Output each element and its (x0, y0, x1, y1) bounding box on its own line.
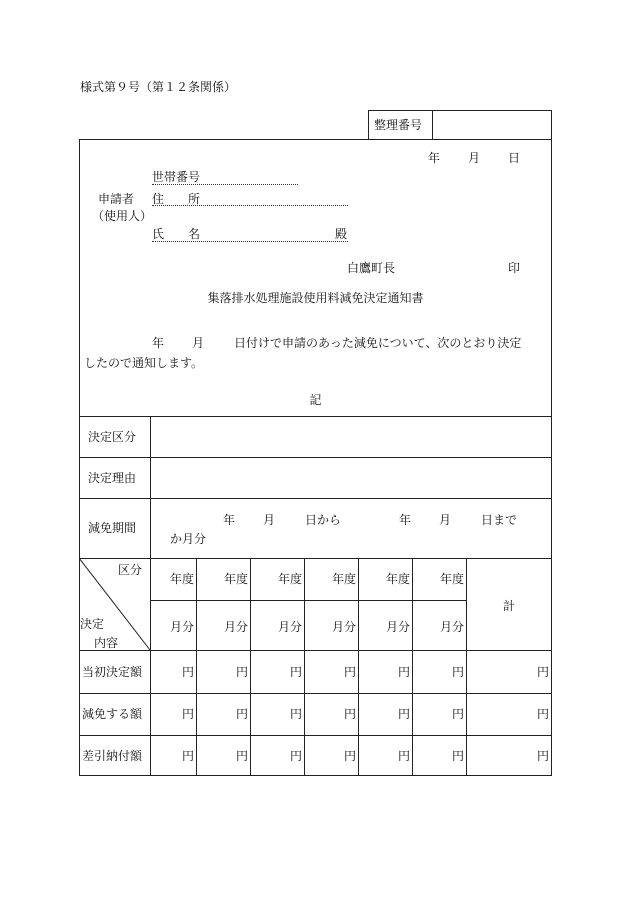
row-label-sashihiki: 差引納付額 (82, 749, 143, 763)
yen-cell[interactable]: 円 (235, 749, 248, 763)
kettei-riyu-label: 決定理由 (88, 471, 137, 485)
getsubun-cell: 月分 (331, 620, 356, 634)
body-line-1: 日付けで申請のあった減免について、次のとおり決定 (234, 336, 522, 350)
nendo-cell: 年度 (331, 572, 356, 586)
row-label-tosho: 当初決定額 (82, 665, 143, 679)
getsubun-cell: 月分 (439, 620, 464, 634)
dono-label: 殿 (335, 227, 348, 241)
yen-total-cell[interactable]: 円 (536, 749, 549, 763)
yen-cell[interactable]: 円 (451, 665, 464, 679)
kikan-month-1: 月 (263, 513, 276, 527)
yen-cell[interactable]: 円 (343, 665, 356, 679)
body-month: 月 (192, 336, 205, 350)
kikan-from: 日から (305, 513, 342, 527)
form-number: 様式第９号（第１２条関係） (80, 80, 237, 94)
yen-cell[interactable]: 円 (289, 707, 302, 721)
kikan-months: か月分 (170, 532, 207, 546)
row-label-genmen: 減免する額 (82, 707, 143, 721)
naiyo-header: 内容 (94, 636, 119, 650)
applicant-role-label: 申請者 (98, 192, 135, 206)
yen-cell[interactable]: 円 (235, 665, 248, 679)
kettei-kubun-label: 決定区分 (88, 430, 137, 444)
nendo-cell: 年度 (277, 572, 302, 586)
date-year: 年 (428, 151, 441, 165)
nendo-cell: 年度 (223, 572, 248, 586)
yen-cell[interactable]: 円 (397, 707, 410, 721)
yen-cell[interactable]: 円 (181, 749, 194, 763)
kikan-month-2: 月 (439, 513, 452, 527)
body-line-2: したので通知します。 (84, 356, 204, 370)
yen-cell[interactable]: 円 (289, 665, 302, 679)
seiri-number-label: 整理番号 (374, 118, 423, 132)
setai-label: 世帯番号 (152, 170, 201, 184)
yen-cell[interactable]: 円 (451, 707, 464, 721)
body-year: 年 (152, 336, 165, 350)
name-line[interactable] (152, 241, 348, 242)
getsubun-cell: 月分 (277, 620, 302, 634)
kubun-header: 区分 (118, 563, 143, 577)
name-label-1: 氏 (152, 227, 165, 241)
nendo-cell: 年度 (439, 572, 464, 586)
genmen-kikan-label: 減免期間 (88, 521, 137, 535)
kikan-until: 日まで (481, 513, 518, 527)
yen-total-cell[interactable]: 円 (536, 707, 549, 721)
getsubun-cell: 月分 (223, 620, 248, 634)
kettei-kubun-field[interactable] (151, 417, 551, 457)
yen-cell[interactable]: 円 (451, 749, 464, 763)
applicant-role-sub: （使用人） (92, 209, 153, 223)
yen-cell[interactable]: 円 (397, 749, 410, 763)
nendo-cell: 年度 (169, 572, 194, 586)
yen-cell[interactable]: 円 (343, 707, 356, 721)
seiri-number-field[interactable] (433, 111, 551, 139)
kikan-year-1: 年 (223, 513, 236, 527)
yen-cell[interactable]: 円 (289, 749, 302, 763)
yen-cell[interactable]: 円 (181, 665, 194, 679)
document-title: 集落排水処理施設使用料減免決定通知書 (207, 291, 424, 305)
address-label-2: 所 (188, 192, 201, 206)
getsubun-cell: 月分 (385, 620, 410, 634)
yen-cell[interactable]: 円 (235, 707, 248, 721)
address-line[interactable] (152, 205, 348, 206)
yen-cell[interactable]: 円 (181, 707, 194, 721)
yen-total-cell[interactable]: 円 (536, 665, 549, 679)
kettei-header: 決定 (80, 617, 105, 631)
setai-line[interactable] (152, 184, 298, 185)
nendo-cell: 年度 (385, 572, 410, 586)
yen-cell[interactable]: 円 (343, 749, 356, 763)
address-label-1: 住 (152, 192, 165, 206)
name-label-2: 名 (188, 227, 201, 241)
kettei-riyu-field[interactable] (151, 458, 551, 498)
seal-mark: 印 (508, 261, 521, 275)
getsubun-cell: 月分 (169, 620, 194, 634)
ki-label: 記 (309, 393, 322, 407)
kei-header: 計 (502, 599, 515, 613)
date-month: 月 (468, 151, 481, 165)
issuer: 白鷹町長 (347, 261, 396, 275)
date-day: 日 (508, 151, 521, 165)
yen-cell[interactable]: 円 (397, 665, 410, 679)
kikan-year-2: 年 (399, 513, 412, 527)
